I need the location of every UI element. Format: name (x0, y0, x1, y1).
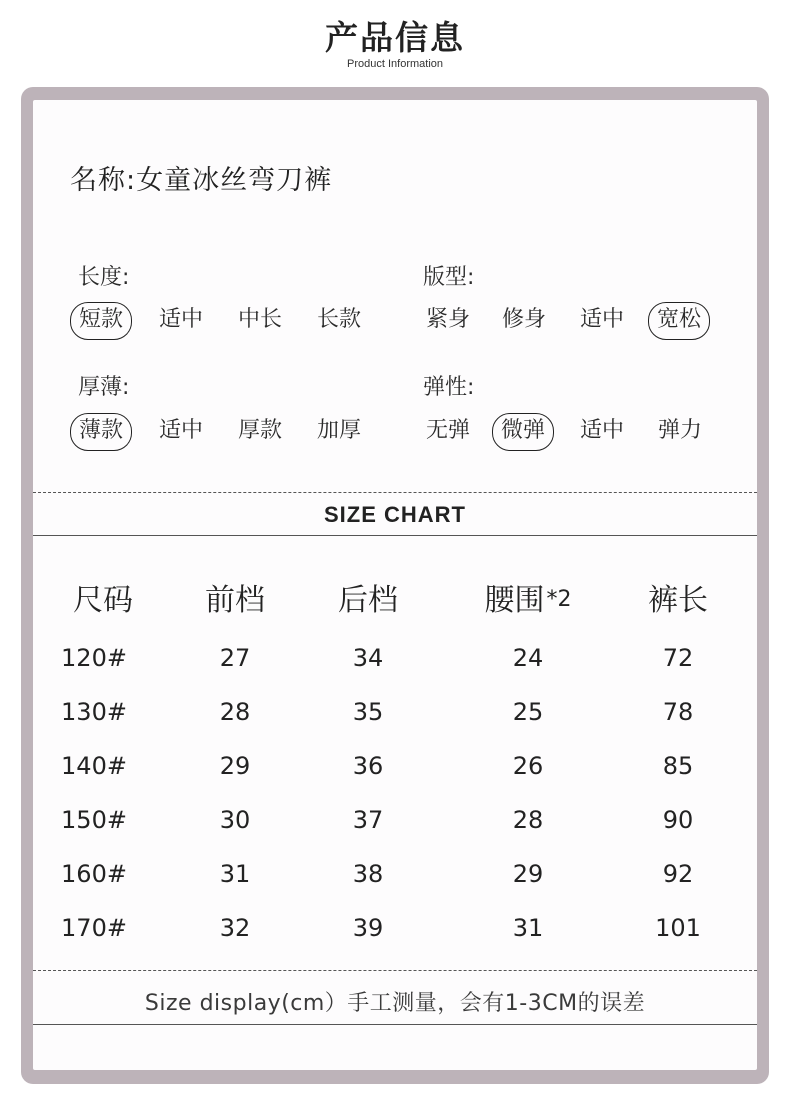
length-options (80, 302, 380, 342)
column-header-size: 尺码 (73, 583, 133, 618)
column-header-waist (453, 575, 603, 619)
table-cell: 31 (512, 914, 544, 942)
table-cell: 39 (352, 914, 384, 942)
length-option: 长款 (317, 307, 362, 332)
table-cell: 25 (512, 698, 544, 726)
table-cell: 30 (219, 806, 251, 834)
thickness-option-selected: 薄款 (70, 413, 132, 451)
table-cell: 35 (352, 698, 384, 726)
thickness-option: 加厚 (317, 418, 362, 443)
page-subtitle: Product Information (347, 58, 443, 70)
table-cell: 101 (655, 914, 701, 942)
table-cell: 29 (219, 752, 251, 780)
table-cell: 38 (352, 860, 384, 888)
table-cell: 31 (219, 860, 251, 888)
thickness-options (80, 413, 380, 453)
section-divider (33, 1024, 757, 1025)
table-cell: 78 (662, 698, 694, 726)
elasticity-option-selected: 微弹 (492, 413, 554, 451)
table-cell: 72 (662, 644, 694, 672)
table-cell: 36 (352, 752, 384, 780)
elasticity-option: 适中 (580, 418, 625, 443)
elasticity-option: 无弹 (426, 418, 471, 443)
column-header-back-rise: 后档 (338, 583, 398, 618)
table-cell: 34 (352, 644, 384, 672)
length-option: 中长 (238, 307, 283, 332)
product-name: 名称:女童冰丝弯刀裤 (70, 165, 333, 196)
section-divider (33, 492, 757, 493)
table-cell: 28 (512, 806, 544, 834)
fit-option: 适中 (580, 307, 625, 332)
table-cell: 90 (662, 806, 694, 834)
table-cell: 32 (219, 914, 251, 942)
fit-option: 修身 (502, 307, 547, 332)
size-chart-title: SIZE CHART (324, 502, 466, 527)
table-cell: 150# (61, 806, 127, 834)
thickness-option: 适中 (159, 418, 204, 443)
table-cell: 170# (61, 914, 127, 942)
table-cell: 27 (219, 644, 251, 672)
table-cell: 85 (662, 752, 694, 780)
elasticity-label: 弹性: (423, 375, 475, 400)
table-cell: 130# (61, 698, 127, 726)
info-frame (21, 87, 769, 1084)
table-cell: 29 (512, 860, 544, 888)
table-cell: 26 (512, 752, 544, 780)
elasticity-option: 弹力 (658, 418, 703, 443)
length-option: 适中 (159, 307, 204, 332)
table-cell: 92 (662, 860, 694, 888)
table-cell: 24 (512, 644, 544, 672)
section-divider (33, 970, 757, 971)
table-cell: 140# (61, 752, 127, 780)
page-title: 产品信息 (325, 18, 465, 57)
table-cell: 37 (352, 806, 384, 834)
section-divider (33, 535, 757, 536)
size-footnote: Size display(cm）手工测量，会有1-3CM的误差 (144, 991, 646, 1016)
column-header-pant-length: 裤长 (648, 583, 708, 618)
fit-options (426, 302, 736, 342)
fit-label: 版型: (423, 265, 475, 290)
info-card (33, 100, 757, 1070)
elasticity-options (426, 413, 736, 453)
length-option-selected: 短款 (70, 302, 132, 340)
column-header-front-rise: 前档 (205, 583, 265, 618)
fit-option: 紧身 (426, 307, 471, 332)
column-header-waist-label: 腰围 (484, 583, 545, 618)
thickness-option: 厚款 (238, 418, 283, 443)
length-label: 长度: (78, 265, 130, 290)
table-cell: 28 (219, 698, 251, 726)
fit-option-selected: 宽松 (648, 302, 710, 340)
waist-multiplier: *2 (546, 587, 572, 612)
table-cell: 160# (61, 860, 127, 888)
thickness-label: 厚薄: (78, 375, 130, 400)
table-cell: 120# (61, 644, 127, 672)
